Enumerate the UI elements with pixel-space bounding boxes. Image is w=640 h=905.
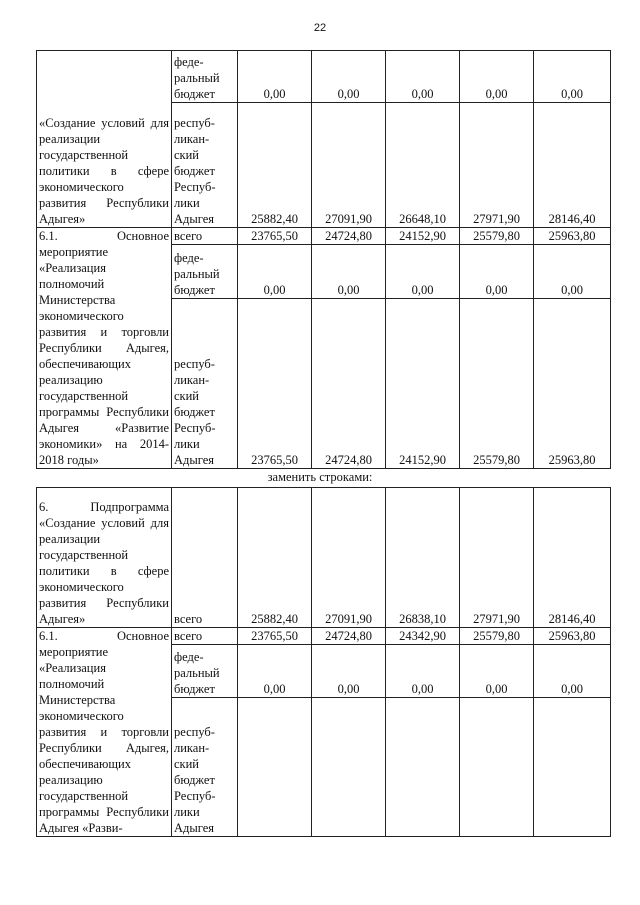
value-cell: 25882,40 xyxy=(238,488,312,628)
value-cell: 0,00 xyxy=(460,645,534,698)
budget-table-original xyxy=(36,50,611,469)
value-cell xyxy=(386,697,460,836)
subprogram-description: 6. Подпрограмма «Создание условий для реализации государственной политики в сфере экономического развития Республики Адыгея» xyxy=(37,488,172,628)
value-cell: 0,00 xyxy=(534,645,611,698)
value-cell: 25579,80 xyxy=(460,298,534,468)
value-cell: 25963,80 xyxy=(534,298,611,468)
value-cell xyxy=(312,697,386,836)
value-cell: 0,00 xyxy=(238,51,312,103)
funding-source: феде- ральный бюджет xyxy=(172,51,238,103)
activity-description: 6.1. Основное мероприятие «Реализация полномочий Министерства экономического развития и торговли Республики Адыгея, обеспечивающих реализацию государственной программы Республики Адыгея «Развитие экономики» на 2014-2018 годы» xyxy=(37,228,172,469)
value-cell: 25882,40 xyxy=(238,103,312,228)
funding-source: феде- ральный бюджет xyxy=(172,645,238,698)
value-cell: 24724,80 xyxy=(312,628,386,645)
budget-table-replacement xyxy=(36,487,611,837)
value-cell: 0,00 xyxy=(534,245,611,298)
value-cell: 24152,90 xyxy=(386,228,460,245)
value-cell: 27971,90 xyxy=(460,488,534,628)
value-cell: 28146,40 xyxy=(534,488,611,628)
value-cell: 23765,50 xyxy=(238,298,312,468)
value-cell: 0,00 xyxy=(386,245,460,298)
table-row xyxy=(37,488,611,628)
table-row xyxy=(37,628,611,645)
funding-source: респуб- ликан- ский бюджет Респуб- лики Адыгея xyxy=(172,298,238,468)
program-description: «Создание условий для реализации государственной политики в сфере экономического развития Республики Адыгея» xyxy=(37,51,172,228)
value-cell: 0,00 xyxy=(386,645,460,698)
value-cell: 27091,90 xyxy=(312,488,386,628)
value-cell: 24724,80 xyxy=(312,228,386,245)
funding-source: всего xyxy=(172,488,238,628)
value-cell: 0,00 xyxy=(386,51,460,103)
value-cell: 26838,10 xyxy=(386,488,460,628)
value-cell: 25579,80 xyxy=(460,628,534,645)
table-row xyxy=(37,51,611,103)
value-cell: 27971,90 xyxy=(460,103,534,228)
value-cell: 28146,40 xyxy=(534,103,611,228)
value-cell: 0,00 xyxy=(460,51,534,103)
page-number: 22 xyxy=(313,22,327,34)
value-cell: 25963,80 xyxy=(534,228,611,245)
replace-caption: заменить строками: xyxy=(267,470,373,484)
funding-source: респуб- ликан- ский бюджет Респуб- лики Адыгея xyxy=(172,103,238,228)
value-cell: 0,00 xyxy=(312,245,386,298)
value-cell: 0,00 xyxy=(312,51,386,103)
activity-description: 6.1. Основное мероприятие «Реализация полномочий Министерства экономического развития и торговли Республики Адыгея, обеспечивающих реализацию государственной программы Республики Адыгея «Разви- xyxy=(37,628,172,837)
value-cell: 0,00 xyxy=(534,51,611,103)
value-cell: 26648,10 xyxy=(386,103,460,228)
funding-source: всего xyxy=(172,228,238,245)
value-cell xyxy=(460,697,534,836)
value-cell xyxy=(238,697,312,836)
value-cell: 24724,80 xyxy=(312,298,386,468)
value-cell: 0,00 xyxy=(460,245,534,298)
table-row xyxy=(37,228,611,245)
funding-source: респуб- ликан- ский бюджет Респуб- лики Адыгея xyxy=(172,697,238,836)
value-cell: 25963,80 xyxy=(534,628,611,645)
funding-source: всего xyxy=(172,628,238,645)
value-cell: 0,00 xyxy=(312,645,386,698)
funding-source: феде- ральный бюджет xyxy=(172,245,238,298)
value-cell: 24342,90 xyxy=(386,628,460,645)
value-cell: 0,00 xyxy=(238,245,312,298)
value-cell: 25579,80 xyxy=(460,228,534,245)
value-cell: 24152,90 xyxy=(386,298,460,468)
value-cell: 23765,50 xyxy=(238,628,312,645)
value-cell: 27091,90 xyxy=(312,103,386,228)
value-cell xyxy=(534,697,611,836)
value-cell: 23765,50 xyxy=(238,228,312,245)
value-cell: 0,00 xyxy=(238,645,312,698)
